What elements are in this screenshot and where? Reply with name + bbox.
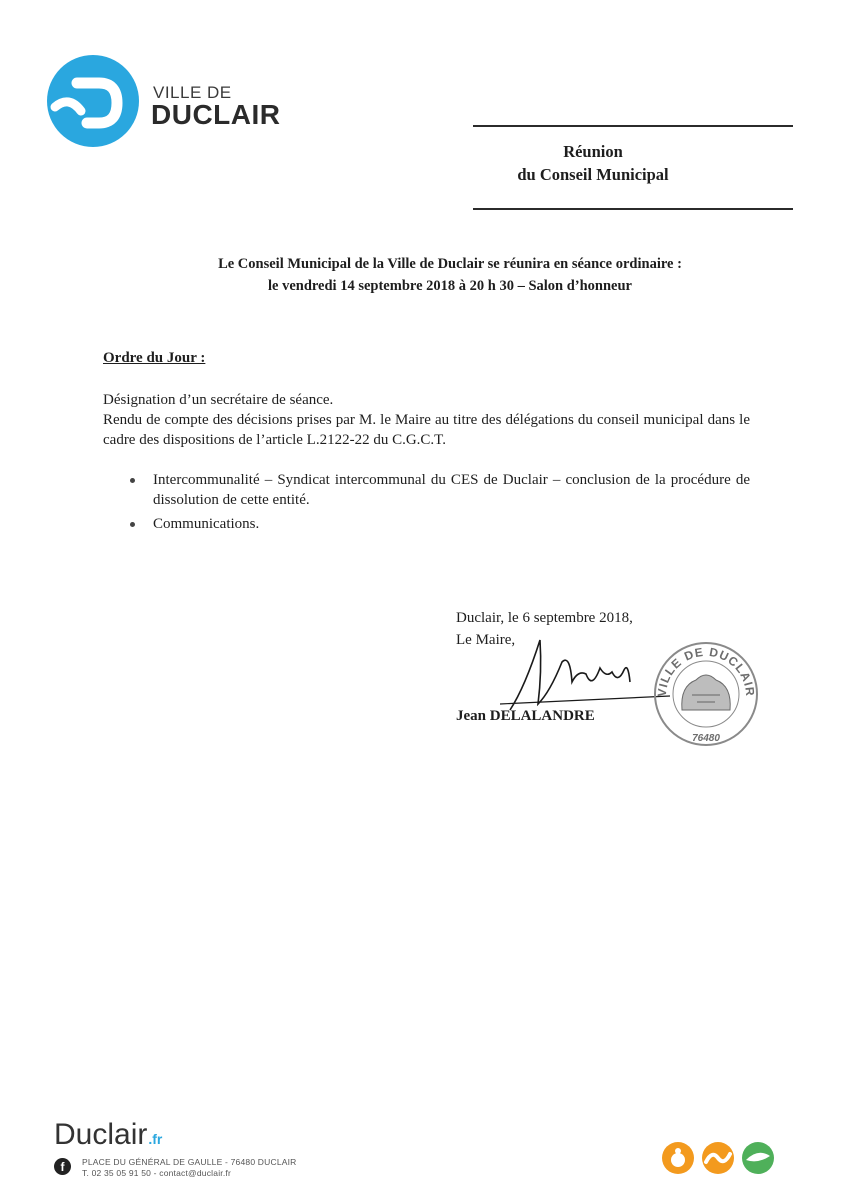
official-stamp-icon — [652, 640, 760, 748]
agenda-item — [103, 470, 750, 510]
agenda-line-1: Désignation d’un secrétaire de séance. — [103, 392, 334, 408]
title-rule-top — [473, 125, 793, 127]
title-line-2: du Conseil Municipal — [517, 165, 669, 184]
agenda-item-text: Intercommunalité – Syndicat intercommunal du CES de Duclair – conclusion de la procédure de dissolution de cette entité. — [153, 472, 750, 508]
footer-badges — [660, 1140, 780, 1176]
logo-mark-icon — [47, 55, 139, 147]
orange-badge-icon — [662, 1142, 694, 1174]
facebook-icon[interactable]: f — [54, 1158, 71, 1175]
stamp-text: VILLE DE DUCLAIR — [654, 644, 758, 698]
handwritten-signature — [500, 632, 670, 712]
logo-ville-de: VILLE DE — [153, 83, 232, 102]
signature-role: Le Maire, — [456, 632, 516, 648]
bullet-icon — [130, 478, 135, 483]
agenda-item-text: Communications. — [153, 516, 260, 532]
stamp-postcode: 76480 — [692, 733, 720, 744]
document-title — [473, 140, 713, 186]
agenda-intro — [103, 390, 750, 450]
announcement-line-1: Le Conseil Municipal de la Ville de Duclair se réunira en séance ordinaire : — [218, 256, 682, 272]
footer-brand-tld: .fr — [148, 1131, 163, 1147]
footer-contact: T. 02 35 05 91 50 - contact@duclair.fr — [82, 1168, 232, 1178]
title-rule-bottom — [473, 208, 793, 210]
footer-address: PLACE DU GÉNÉRAL DE GAULLE - 76480 DUCLAIR — [82, 1157, 297, 1167]
logo-city-name: DUCLAIR — [151, 99, 281, 130]
announcement-line-2: le vendredi 14 septembre 2018 à 20 h 30 – Salon d’honneur — [267, 278, 632, 294]
city-logo — [47, 55, 297, 155]
bullet-icon — [130, 522, 135, 527]
signature-date: Duclair, le 6 septembre 2018, — [456, 610, 633, 626]
meeting-announcement — [160, 253, 740, 297]
title-line-1: Réunion — [563, 142, 623, 161]
wave-badge-icon — [702, 1142, 734, 1174]
mayor-name: Jean DELALANDRE — [456, 708, 595, 724]
footer-brand-name: Duclair — [54, 1118, 148, 1151]
agenda-line-2: Rendu de compte des décisions prises par M. le Maire au titre des délégations du conseil municipal dans le cadre des dispositions de l’article L.2122-22 du C.G.C.T. — [103, 412, 750, 448]
agenda-list — [103, 470, 750, 538]
agenda-heading: Ordre du Jour : — [103, 350, 206, 366]
footer-brand — [54, 1118, 162, 1152]
green-badge-icon — [742, 1142, 774, 1174]
agenda-item — [103, 514, 750, 534]
